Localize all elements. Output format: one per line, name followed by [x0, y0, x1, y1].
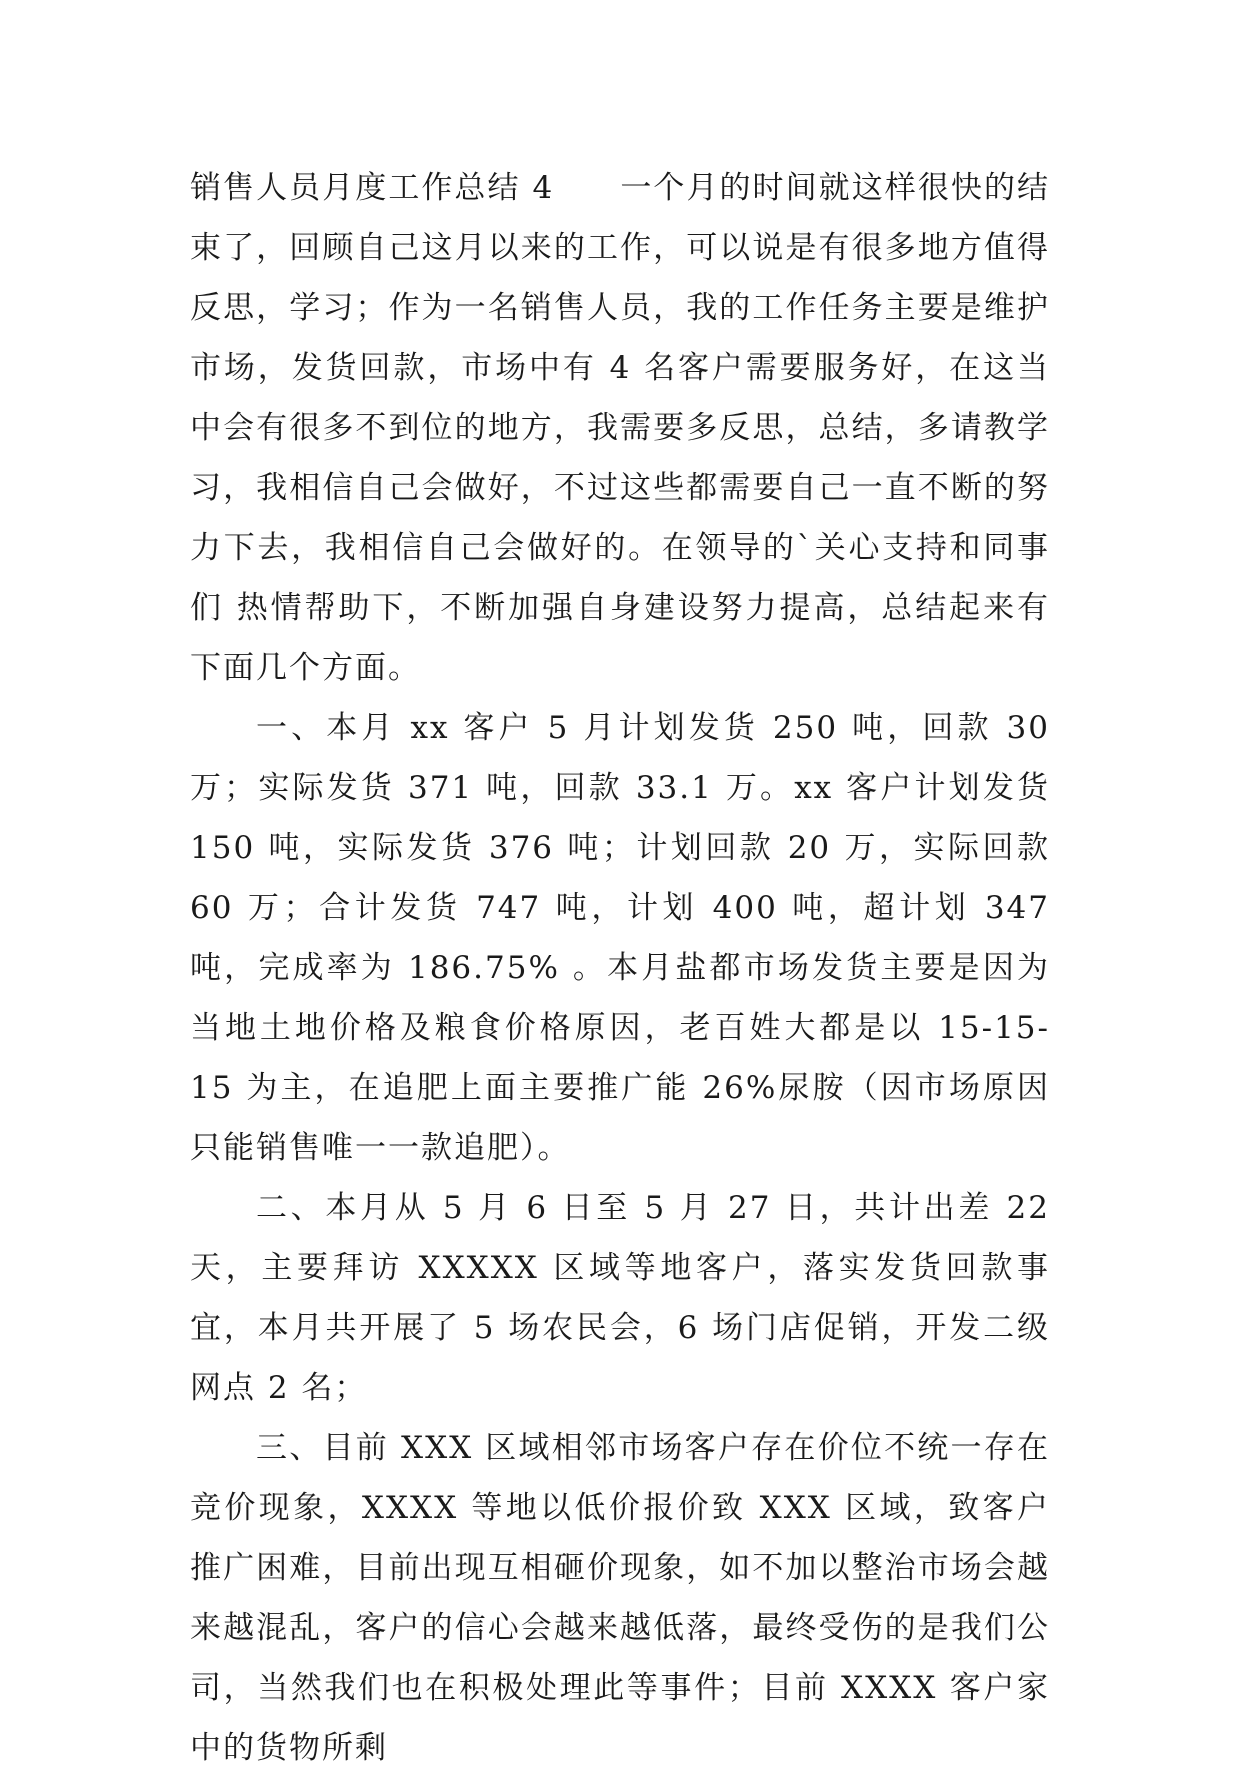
paragraph-intro: 销售人员月度工作总结 4 一个月的时间就这样很快的结束了，回顾自己这月以来的工作，可以说是有很多地方值得反思，学习；作为一名销售人员，我的工作任务主要是维护市场，发货回款，市场中有 4 名客户需要服务好，在这当中会有很多不到位的地方，我需要多反思，总结，多请教学习，我相信自己会做好，不过这些都需要自己一直不断的努力下去，我相信自己会做好的。在领导的`关心支持和同事们 热情帮助下，不断加强自身建设努力提高，总结起来有下面几个方面。	[190, 170, 1050, 686]
document-body	[190, 158, 1050, 1778]
paragraph-point-three: 三、目前 XXX 区域相邻市场客户存在价位不统一存在竞价现象，XXXX 等地以低价报价致 XXX 区域，致客户推广困难，目前出现互相砸价现象，如不加以整治市场会越来越混乱，客户的信心会越来越低落，最终受伤的是我们公司，当然我们也在积极处理此等事件；目前 XXXX 客户家中的货物所剩	[190, 1430, 1050, 1766]
paragraph-point-one: 一、本月 xx 客户 5 月计划发货 250 吨，回款 30 万；实际发货 371 吨，回款 33.1 万。xx 客户计划发货 150 吨，实际发货 376 吨；计划回款 20 万，实际回款 60 万；合计发货 747 吨，计划 400 吨，超计划 347 吨，完成率为 186.75% 。本月盐都市场发货主要是因为当地土地价格及粮食价格原因，老百姓大都是以 15-15-15 为主，在追肥上面主要推广能 26%尿胺（因市场原因只能销售唯一一款追肥）。	[190, 710, 1050, 1166]
paragraph-point-two: 二、本月从 5 月 6 日至 5 月 27 日，共计出差 22 天，主要拜访 XXXXX 区域等地客户，落实发货回款事宜，本月共开展了 5 场农民会，6 场门店促销，开发二级网点 2 名；	[190, 1190, 1050, 1406]
